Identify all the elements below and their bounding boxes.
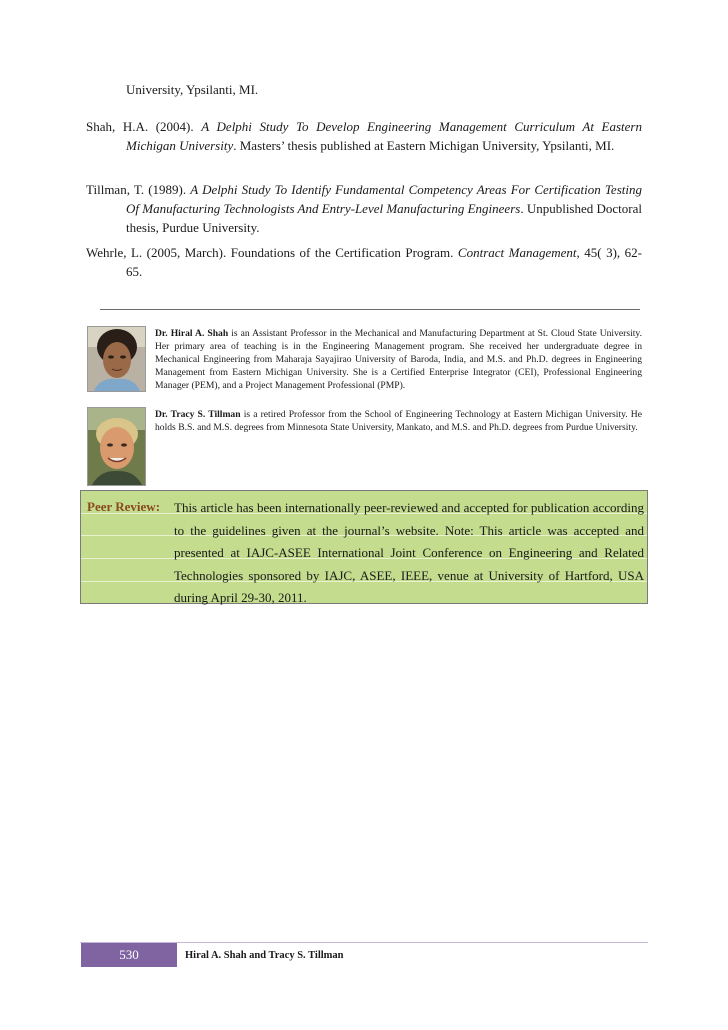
author-photo-shah bbox=[87, 326, 146, 392]
reference-author-year: Wehrle, L. (2005, March). Foundations of the Certification Program. bbox=[86, 245, 458, 260]
reference-volume-pages: , 45( 3), 62-65. bbox=[126, 245, 642, 279]
bio-text: is an Assistant Professor in the Mechanical and Manufacturing Department at St. Cloud State University. Her primary area of teaching is in the Engineering Management program. She received her undergraduate degree in Mechanical Engineering from Maharaja Sayajirao University of Baroda, India, and M.S. and Ph.D. degrees in Engineering Management from Eastern Michigan University. She is a Certified Enterprise Integrator (CEI), Professional Engineering Manager (PEM), and a Project Management Professional (PMP). bbox=[155, 328, 642, 391]
section-divider bbox=[100, 309, 640, 310]
bio-name: Dr. Hiral A. Shah bbox=[155, 328, 229, 339]
bio-shah bbox=[155, 327, 642, 392]
reference-continuation bbox=[86, 80, 642, 99]
bio-text: is a retired Professor from the School of Engineering Technology at Eastern Michigan University. He holds B.S. and M.S. degrees from Minnesota State University, Mankato, and M.S. and Ph.D. degrees from Purdue University. bbox=[155, 409, 642, 433]
bio-name: Dr. Tracy S. Tillman bbox=[155, 409, 241, 420]
peer-review-text: This article has been internationally peer-reviewed and accepted for publication according to the guidelines given at the journal’s website. Note: This article was accepted and presented at IAJC-ASEE International Joint Conference on Engineering and Related Technologies sponsored by IAJC, ASEE, IEEE, venue at University of Hartford, USA during April 29-30, 2011. bbox=[174, 500, 644, 606]
reference-source: . Masters’ thesis published at Eastern Michigan University, Ypsilanti, MI. bbox=[233, 138, 615, 153]
page-number: 530 bbox=[81, 943, 177, 967]
reference-journal: Contract Management bbox=[457, 245, 577, 260]
reference-title: A Delphi Study To Identify Fundamental Competency Areas For Certification Testing Of Manufacturing Technologists And Entry-Level Manufacturing Engineers bbox=[126, 182, 642, 216]
reference-wehrle bbox=[86, 243, 642, 281]
bio-tillman bbox=[155, 408, 642, 434]
reference-shah bbox=[86, 117, 642, 155]
footer-authors: Hiral A. Shah and Tracy S. Tillman bbox=[185, 950, 344, 961]
reference-tillman bbox=[86, 180, 642, 237]
reference-author-year: Tillman, T. (1989). bbox=[86, 182, 191, 197]
peer-review-box bbox=[80, 490, 648, 604]
reference-author-year: Shah, H.A. (2004). bbox=[86, 119, 202, 134]
reference-text: University, Ypsilanti, MI. bbox=[126, 82, 259, 97]
reference-source: . Unpublished Doctoral thesis, Purdue University. bbox=[126, 201, 642, 235]
peer-review-label: Peer Review: bbox=[87, 499, 161, 514]
reference-title: A Delphi Study To Develop Engineering Management Curriculum At Eastern Michigan University bbox=[126, 119, 642, 153]
author-photo-tillman bbox=[87, 407, 146, 486]
